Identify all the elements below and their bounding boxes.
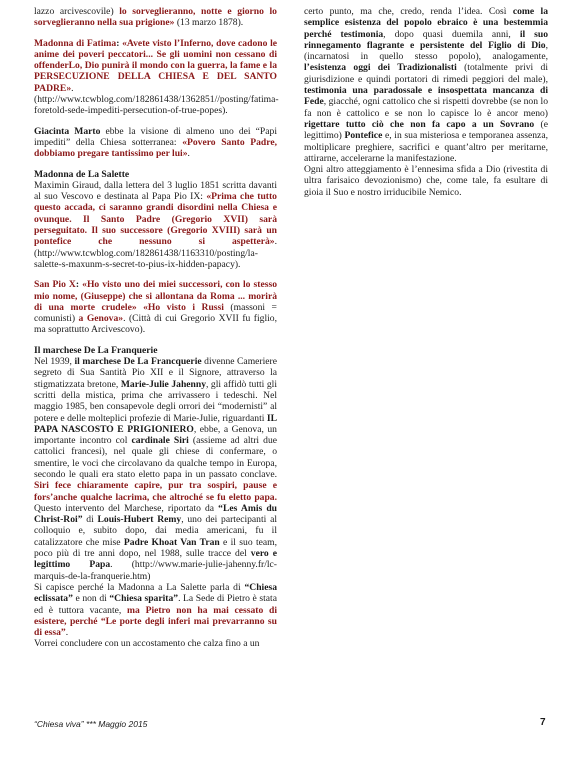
emphasis: come la semplice esistenza del popolo ebraico è una bestemmia perché testimonia	[304, 6, 549, 40]
paragraph-conclude	[34, 638, 277, 649]
paragraph-pio	[34, 279, 277, 335]
text: di	[82, 514, 98, 526]
quote: lo sorveglieranno, notte e giorno lo sorveglieranno nella sua prigione»	[34, 6, 277, 29]
text: Nel 1939,	[34, 356, 75, 368]
quote: «Avete visto l’Inferno, dove cadono le anime dei poveri peccatori... Se gli uomini non cessano di offenderLo, Dio punirà il mondo con la guerra, la fame e la PERSECUZIONE DELLA CHIESA E DEL SANTO PADRE»	[34, 37, 278, 94]
quote: Siri fece chiaramente capire, pur tra sospiri, pause e fors’anche qualche lacrima, che altroché se fu eletto papa.	[34, 480, 277, 503]
text: (massoni = comunisti)	[34, 301, 277, 325]
source-link: . (http://www.tcwblog.com/182861438/1362851//posting/fatima-foretold-sede-impediti-persecution-of-true-popes).	[34, 82, 279, 117]
emphasis: “Chiesa eclissata”	[34, 581, 277, 605]
page-number: 7	[540, 717, 546, 728]
text: :	[116, 37, 123, 49]
emphasis: vero e legittimo Papa	[34, 548, 278, 571]
text: (totalmente privi di giurisdizione e quindi portatori di rimedi peggiori del male),	[304, 62, 549, 85]
text: , (incarnatosi in quello stesso popolo), analogamente,	[304, 39, 548, 63]
text: certo punto, ma che, credo, renda l’idea. Così	[304, 6, 513, 17]
emphasis: il marchese De La Francquerie	[74, 356, 202, 368]
heading-salette	[34, 169, 277, 180]
text: , dopo quasi duemila anni,	[383, 28, 520, 40]
quote: ma Pietro non ha mai cessato di esistere, perché “Le porte degli inferi mai prevarranno su di essa”	[34, 604, 278, 639]
emphasis: Louis-Hubert Remy	[97, 514, 182, 526]
section-heading: Il marchese De La Franquerie	[34, 344, 158, 356]
section-heading: San Pio X	[34, 279, 76, 291]
paragraph-marto	[34, 126, 277, 160]
quote: a Genova»	[78, 313, 124, 325]
paragraph-comparison	[304, 6, 548, 164]
text: Vorrei concludere con un accostamento che calza fino a un	[34, 638, 260, 650]
text: , gli affidò tutti gli scritti della mistica, prima che arrivassero i tedeschi. Nel maggio 1985, ben consapevole degli orrori dei “modernisti” al potere e delle molteplici profezie di Marie-Julie, riguardanti	[34, 378, 277, 424]
source-link: . (http://www.tcwblog.com/182861438/1163310/posting/la-salette-s-maxunm-s-secret-to-pius-ix-hidden-papacy).	[34, 236, 277, 270]
section-heading: Madonna di Fatima	[34, 37, 117, 49]
emphasis: IL PAPA NASCOSTO E PRIGIONIERO	[34, 412, 277, 435]
text: e, in sua misteriosa e temporanea assenza, moltiplicare preghiere, sacrifici e quant’altro per meritarne, attirarne, accelerarne la manifestazione.	[304, 130, 548, 164]
section-heading: Giacinta Marto	[34, 125, 101, 137]
text: , ebbe, a Genova, un importante incontro col	[34, 423, 277, 447]
emphasis: Pontefice	[344, 130, 383, 142]
text: (e legittimo)	[304, 118, 548, 142]
emphasis: il suo rinnegamento flagrante e persistente del Figlio di Dio	[304, 28, 549, 51]
emphasis: l’esistenza oggi dei Tradizionalisti	[304, 62, 457, 74]
text: .	[65, 627, 69, 639]
emphasis: “Chiesa sparita”	[109, 593, 179, 605]
emphasis: “Les Amis du Christ-Roi”	[34, 502, 277, 526]
text: e non di	[72, 593, 110, 605]
text: Ogni altro atteggiamento è l’ennesima sfida a Dio (rivestita di ultra farisaico devozionismo) che, come tale, fa esultare di gioia il Suo e nostro irriducibile Nemico.	[304, 164, 548, 198]
paragraph-salette	[34, 180, 277, 270]
paragraph-closing	[34, 582, 277, 638]
footer-publication: “Chiesa viva” *** Maggio 2015	[34, 719, 148, 729]
text: (assieme ad altri due cattolici francesi), nel quale gli chiese di confermare, o smentire, le voci che circolavano da qualche tempo in Europa, secondo le quali era stato eletto papa in un passato conclave.	[34, 435, 278, 480]
paragraph-intro	[34, 6, 277, 29]
text: Questo intervento del Marchese, riportato da	[34, 502, 219, 514]
quote: «Ho visto i Russi	[143, 301, 224, 313]
text: e il suo team, poco più di tre anni dopo, nel 1988, sulle tracce del	[34, 536, 277, 560]
text: .	[187, 148, 190, 160]
emphasis: Padre Khoat Van Tran	[123, 536, 220, 548]
quote: «Prima che tutto questo accada, ci saranno grandi disordini nella Chiesa e ovunque. Il Santo Padre (Gregorio XVII) sarà perseguitato. Il suo successore (Gregorio XVIII) sarà un pontefice che nessuno si aspetterà»	[34, 191, 277, 248]
text: , uno dei partecipanti al colloquio e, subito dopo, dai media americani, fu il catalizzatore che mise	[34, 514, 277, 548]
text: :	[75, 279, 83, 291]
paragraph-fatima	[34, 38, 277, 117]
emphasis: cardinale Siri	[131, 435, 189, 447]
left-column	[34, 6, 277, 650]
text: , giacché, ogni cattolico che si rispetti dovrebbe (se non lo fa non è cattolico e se non lo capisce lo è ancor meno)	[304, 96, 548, 119]
text: Maximin Giraud, dalla lettera del 3 luglio 1851 scritta davanti al suo Vescovo e destinata al Papa Pio IX:	[34, 179, 277, 203]
quote: «Povero Santo Padre, dobbiamo pregare tantissimo per lui»	[34, 136, 277, 160]
heading-franquerie	[34, 345, 277, 356]
emphasis: rigettare tutto ciò che non fa capo a un Sovrano	[304, 118, 535, 130]
paragraph-franquerie	[34, 356, 277, 582]
section-heading: Madonna de La Salette	[34, 168, 130, 180]
text: Si capisce perché la Madonna a La Salette parla di	[34, 581, 245, 593]
text: . (Città di cui Gregorio XVII fu figlio, ma soprattutto Arcivescovo).	[34, 313, 277, 336]
text: ebbe la visione di almeno uno dei “Papi impediti” della Chiesa sotterranea:	[34, 125, 277, 148]
quote: «Ho visto uno dei miei successori, con lo stesso mio nome, (Giuseppe) che si allontana da Roma ... morirà di una morte crudele»	[34, 279, 277, 313]
emphasis: testimonia una paradossale e insospettata mancanza di Fede	[304, 85, 548, 108]
right-column	[304, 6, 548, 207]
text: divenne Cameriere segreto di Sua Santità Pio XII e il Signore, attraverso la stigmatizzata bretone,	[34, 356, 277, 390]
emphasis: Marie-Julie Jahenny	[120, 378, 206, 390]
text: lazzo arcivescovile)	[34, 6, 120, 17]
source-link: . (http://www.marie-julie-jahenny.fr/lc-marquis-de-la-franquerie.htm)	[34, 559, 277, 582]
text: (13 marzo 1878).	[174, 17, 244, 29]
paragraph-final	[304, 164, 548, 198]
text: . La Sede di Pietro è stata ed è tuttora vacante,	[34, 593, 277, 616]
